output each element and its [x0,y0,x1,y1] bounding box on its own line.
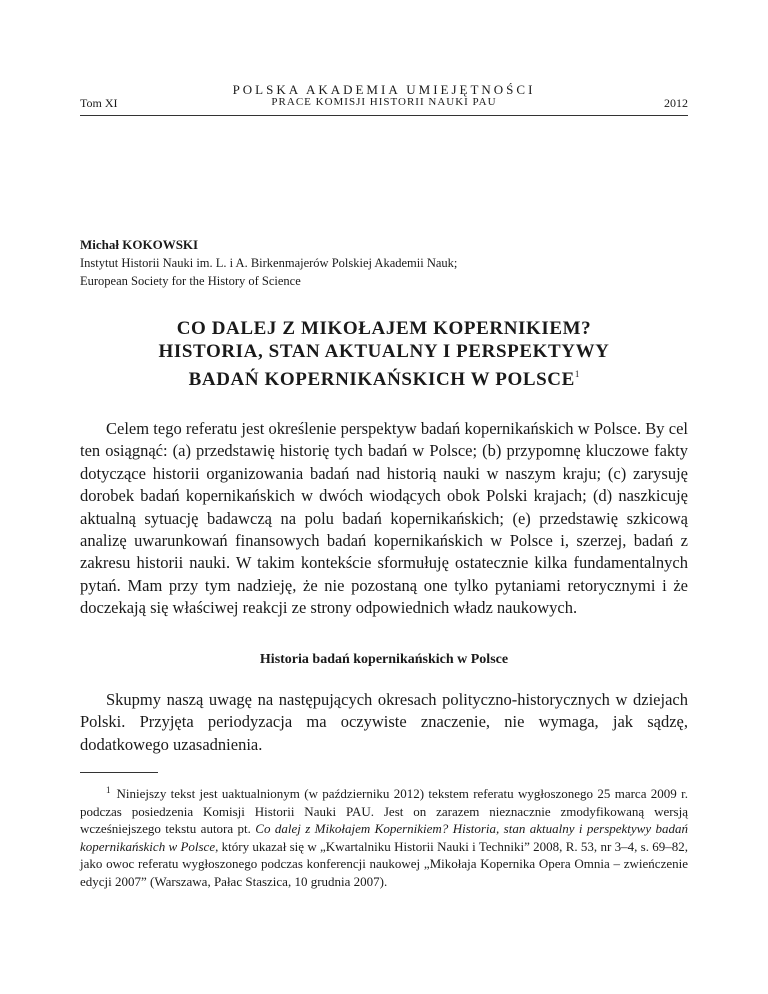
author-name: Michał KOKOWSKI [80,237,199,252]
footnote [80,782,688,890]
publisher-header: POLSKA AKADEMIA UMIEJĘTNOŚCI [232,82,536,97]
footnote-text-before: Niniejszy tekst jest uaktualnionym (w październiku 2012) tekstem referatu wygłoszonego 25 marca 2009 r. podczas posiedzenia Komisji Historii Nauki PAU. Jest on zarazem nieznacznie zmodyfikowaną wersją wcześniejszego tekstu autora pt. [80,786,688,836]
title-line-3-wrap [80,363,688,391]
author-block [80,236,688,290]
paper-title [80,317,688,391]
year-label: 2012 [664,96,688,110]
title-line-1: CO DALEJ Z MIKOŁAJEM KOPERNIKIEM? [176,318,592,339]
abstract-paragraph: Celem tego referatu jest określenie perspektyw badań kopernikańskich w Polsce. By cel ten osiągnąć: (a) przedstawię historię tych badań w Polsce; (b) przypomnę kluczowe fakty dotyczące historii organizowania badań nad historią nauki w naszym kraju; (c) zarysuję dorobek badań kopernikańskich w dwóch wiodących obok Polski krajach; (d) naszkicuję aktualną sytuację badawczą na polu badań kopernikańskich; (e) przedstawię szkicową analizę uwarunkowań finansowych badań kopernikańskich w Polsce i, szerzej, badań z zakresu historii nauki. W takim kontekście sformułuję ostatecznie kilka fundamentalnych pytań. Mam przy tym nadzieję, że nie pozostaną one tylko pytaniami retorycznymi i że doczekają się właściwej reakcji ze strony odpowiednich władz naukowych. [80,419,688,618]
running-header [80,96,688,112]
header-divider [80,115,688,116]
volume-label: Tom XI [80,96,118,110]
footnote-text-after: , który ukazał się w „Kwartalniku Historii Nauki i Techniki” 2008, R. 53, nr 3–4, s. 69–82, jako owoc referatu wygłoszonego podczas konferencji naukowej „Mikołaja Kopernika Opera Omnia – zwieńczenie edycji 2007” (Warszawa, Pałac Staszica, 10 grudnia 2007). [80,838,688,889]
title-line-2: HISTORIA, STAN AKTUALNY I PERSPEKTYWY [158,341,610,362]
series-label: PRACE KOMISJI HISTORII NAUKI PAU [271,96,497,108]
title-line-3: BADAŃ KOPERNIKAŃSKICH W POLSCE [188,369,575,390]
footnote-mark: 1 [106,785,111,795]
affiliation-line-1: Instytut Historii Nauki im. L. i A. Birkenmajerów Polskiej Akademii Nauk; [80,256,458,270]
affiliation-line-2: European Society for the History of Science [80,274,301,288]
footnote-cited-title: Co dalej z Mikołajem Kopernikiem? Historia, stan aktualny i perspektywy badań kopernikańskich w Polsce [80,821,689,854]
title-footnote-mark[interactable]: 1 [574,369,580,379]
footnote-divider [80,772,158,773]
section-heading: Historia badań kopernikańskich w Polsce [259,652,509,667]
section-paragraph: Skupmy naszą uwagę na następujących okresach polityczno-historycznych w dziejach Polski. Przyjęta periodyzacja ma oczywiste znaczenie, nie wymaga, jak sądzę, dodatkowego uzasadnienia. [80,690,688,754]
